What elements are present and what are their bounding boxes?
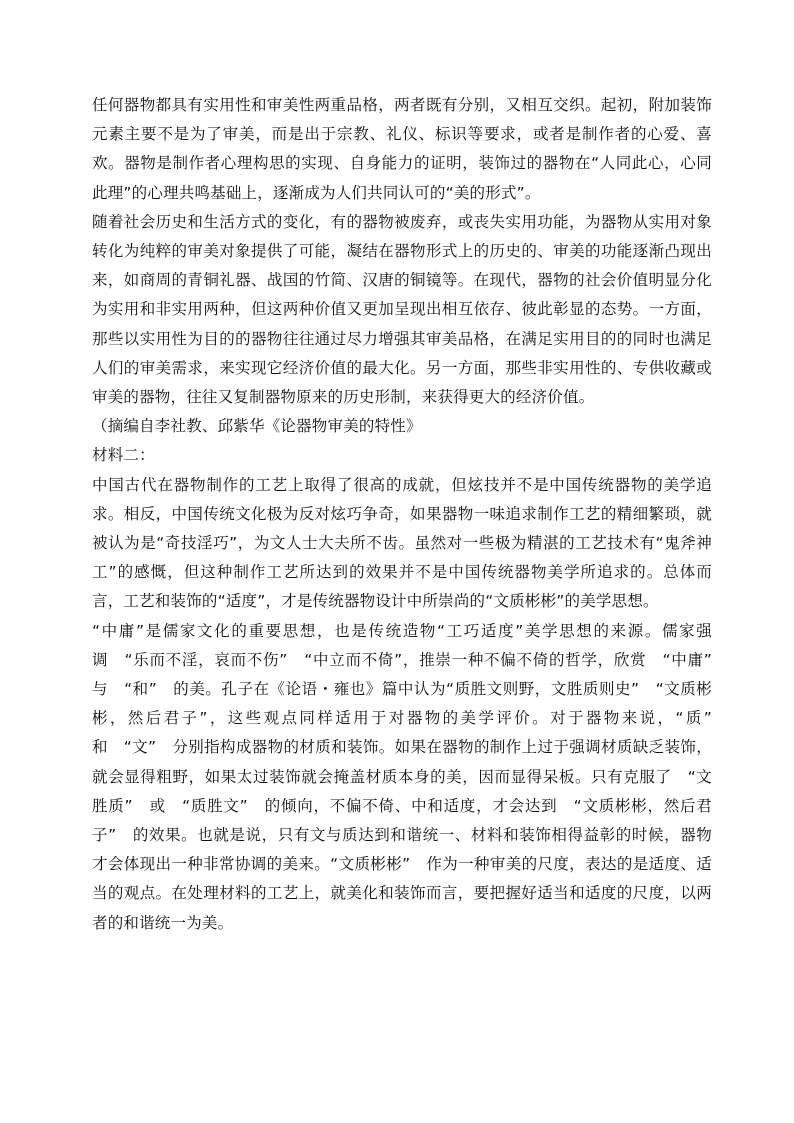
section-heading-material-two: 材料二： xyxy=(92,446,155,465)
paragraph-material-two-craft: 中国古代在器物制作的工艺上取得了很高的成就，但炫技并不是中国传统器物的美学追求。相反，中国传统文化极为反对炫巧争奇，如果器物一味追求制作工艺的精细繁琐，就被认为是“奇技淫巧”，为文人士大夫所不齿。虽然对一些极为精湛的工艺技术有“鬼斧神工”的感慨，但这种制作工艺所达到的效果并不是中国传统器物美学所追求的。总体而言，工艺和装饰的“适度”，才是传统器物设计中所崇尚的“文质彬彬”的美学思想。 xyxy=(92,475,712,611)
source-citation: （摘编自李社教、邱紫华《论器物审美的特性》 xyxy=(92,417,422,436)
paragraph-material-one-history: 随着社会历史和生活方式的变化，有的器物被废弃，或丧失实用功能，为器物从实用对象转化为纯粹的审美对象提供了可能，凝结在器物形式上的历史的、审美的功能逐渐凸现出来，如商周的青铜礼器、战国的竹简、汉唐的铜镜等。在现代，器物的社会价值明显分化为实用和非实用两种，但这两种价值又更加呈现出相互依存、彼此彰显的态势。一方面，那些以实用性为目的的器物往往通过尽力增强其审美品格，在满足实用目的的同时也满足人们的审美需求，来实现它经济价值的最大化。另一方面，那些非实用性的、专供收藏或审美的器物，往往又复制器物原来的历史形制，来获得更大的经济价值。 xyxy=(92,212,712,407)
paragraph-material-two-zhongyong: “中庸”是儒家文化的重要思想，也是传统造物“工巧适度”美学思想的来源。儒家强调 “乐而不淫，哀而不伤” “中立而不倚”，推崇一种不偏不倚的哲学，欣赏 “中庸” 与 “和” 的美。孔子在《论语・雍也》篇中认为“质胜文则野，文胜质则史” “文质彬彬，然后君子”，这些观点同样适用于对器物的美学评价。对于器物来说，“质” 和 “文” 分别指构成器物的材质和装饰。如果在器物的制作上过于强调材质缺乏装饰，就会显得粗野，如果太过装饰就会掩盖材质本身的美，因而显得呆板。只有克服了 “文胜质” 或 “质胜文” 的倾向，不偏不倚、中和适度，才会达到 “文质彬彬，然后君子” 的效果。也就是说，只有文与质达到和谐统一、材料和装饰相得益彰的时候，器物才会体现出一种非常协调的美来。“文质彬彬” 作为一种审美的尺度，表达的是适度、适当的观点。在处理材料的工艺上，就美化和装饰而言，要把握好适当和适度的尺度，以两者的和谐统一为美。 xyxy=(92,621,728,932)
document-body xyxy=(92,91,728,938)
paragraph-material-one-intro: 任何器物都具有实用性和审美性两重品格，两者既有分别，又相互交织。起初，附加装饰元素主要不是为了审美，而是出于宗教、礼仪、标识等要求，或者是制作者的心爱、喜欢。器物是制作者心理构思的实现、自身能力的证明，装饰过的器物在“人同此心，心同此理”的心理共鸣基础上，逐渐成为人们共同认可的“美的形式”。 xyxy=(92,96,712,202)
